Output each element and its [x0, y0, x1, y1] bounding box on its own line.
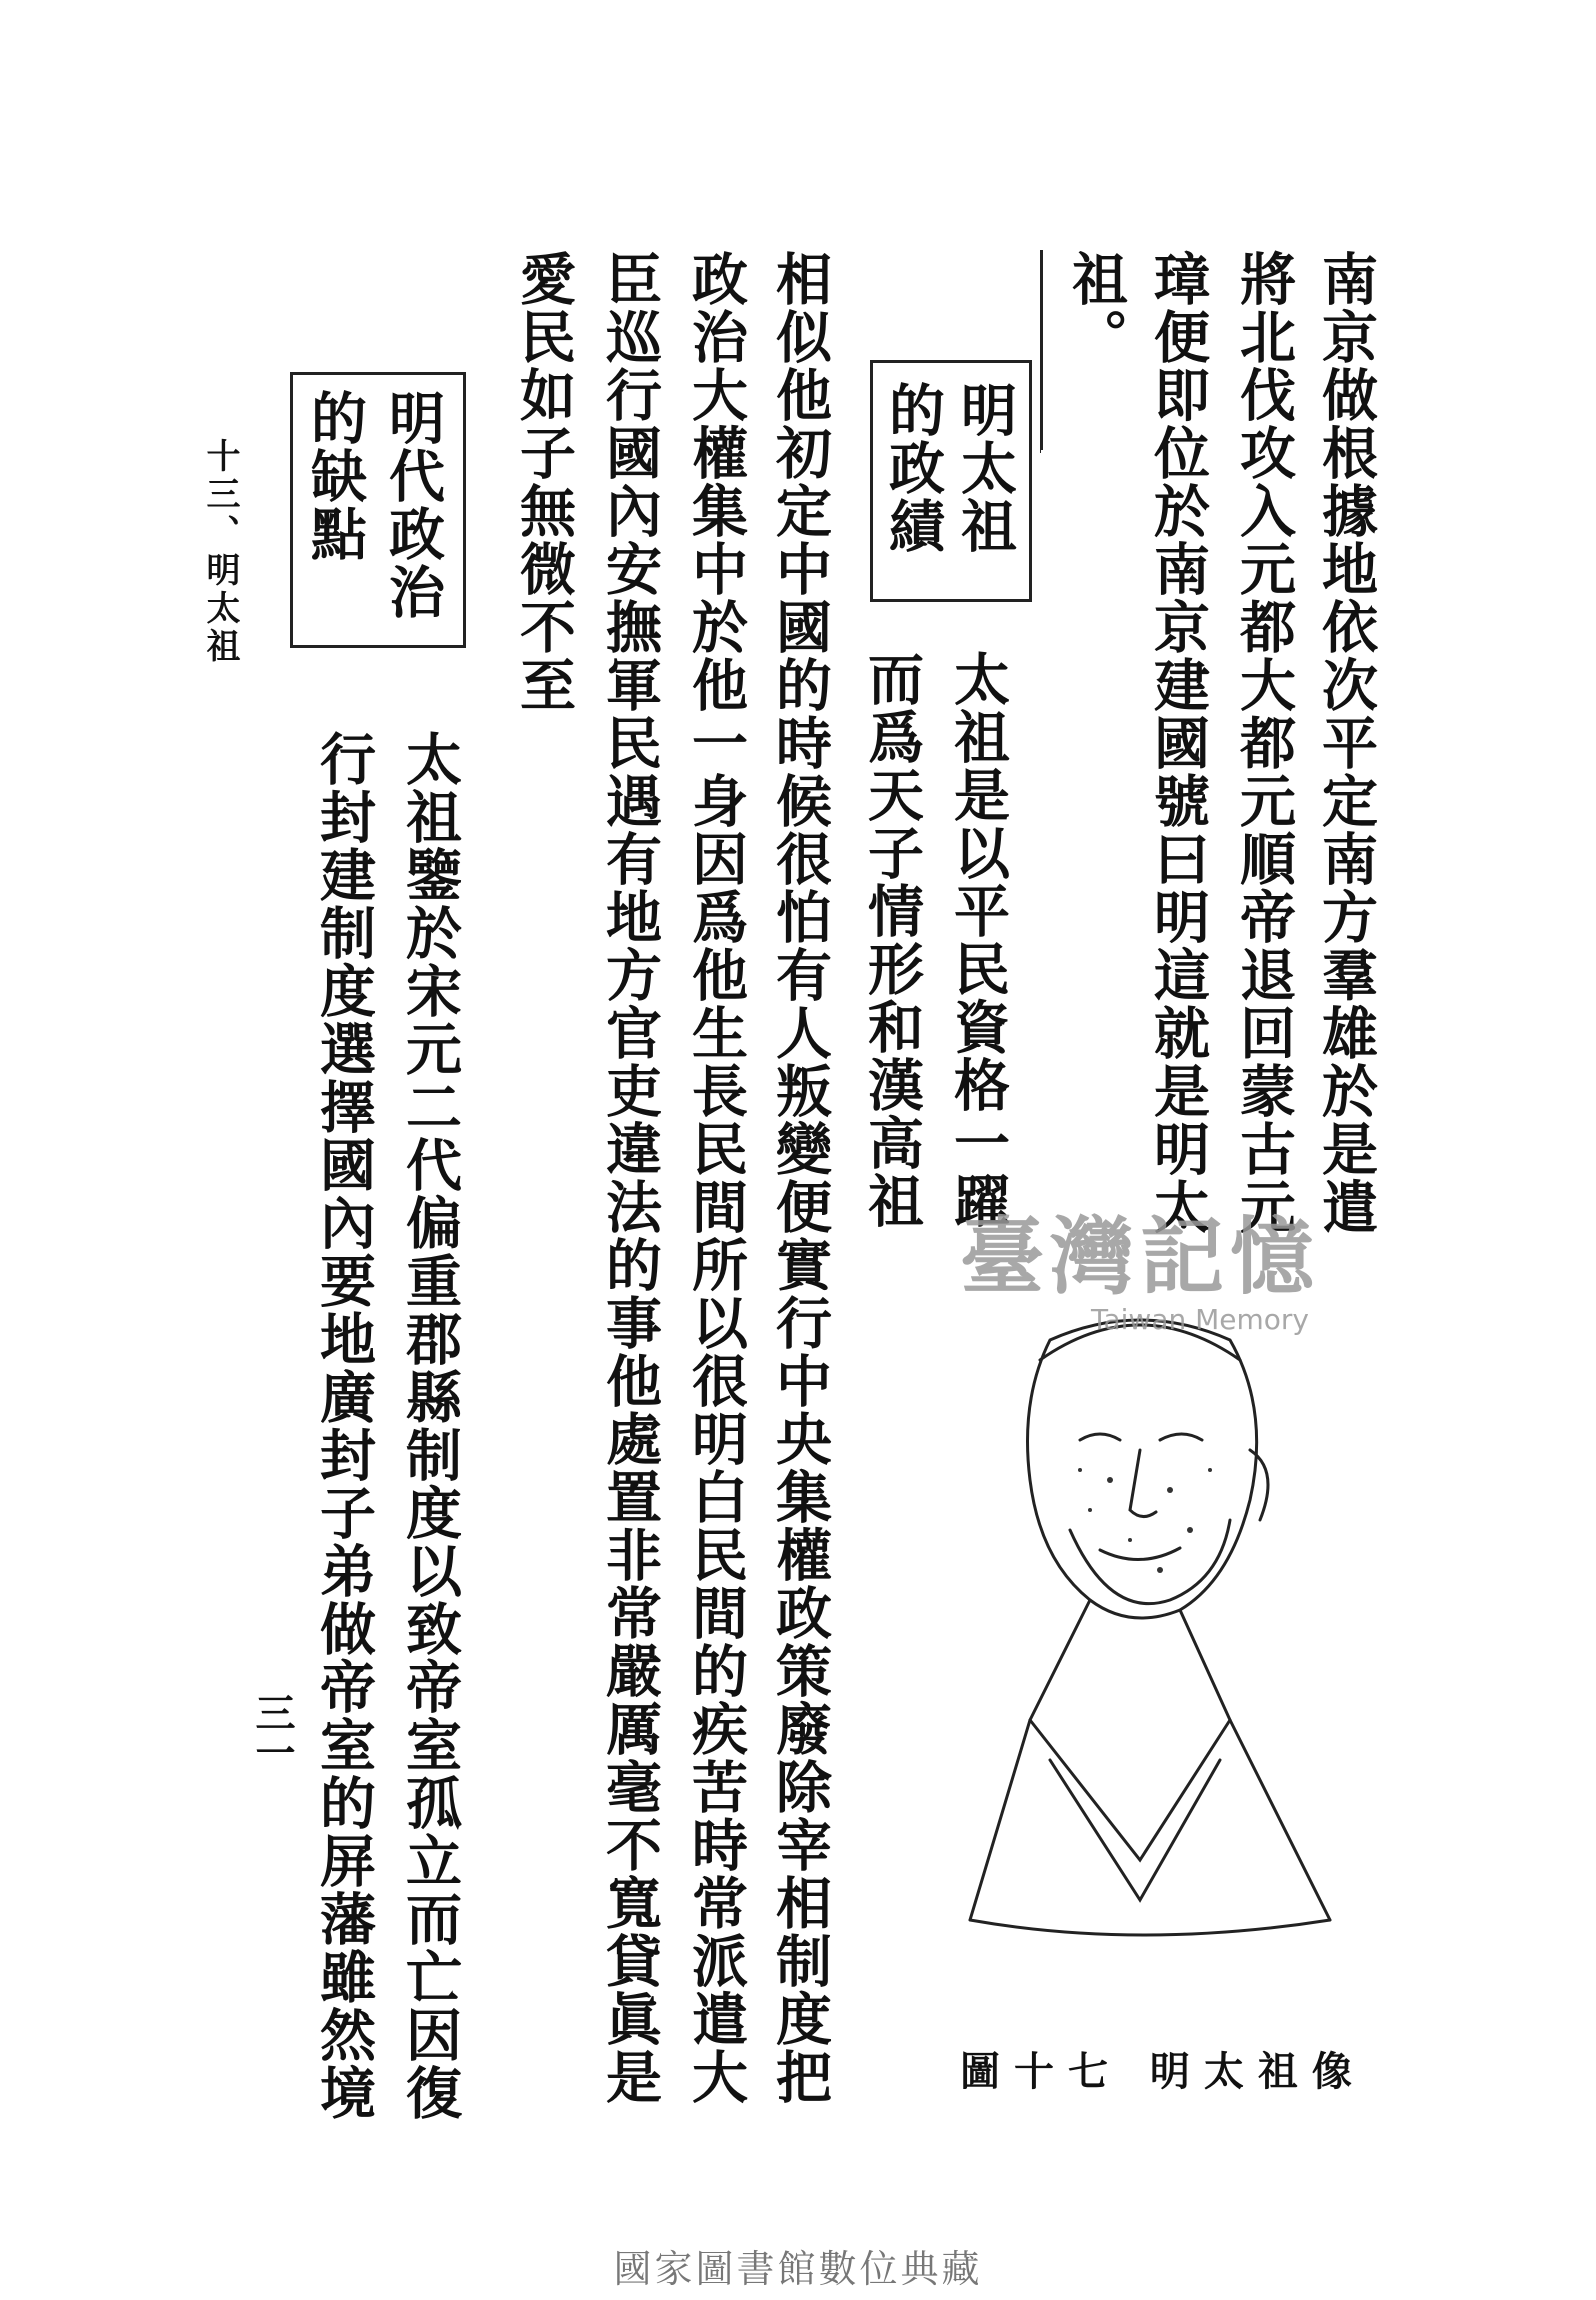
body-column-8: 政治大權集中於他一身因爲他生長民間所以很明白民間的疾苦時常派遣大 — [683, 250, 749, 2106]
portrait-eye — [1080, 1434, 1120, 1440]
portrait-robe — [1050, 1760, 1220, 1900]
portrait-collar — [970, 1600, 1090, 1920]
body-column-9: 臣巡行國內安撫軍民遇有地方官吏違法的事他處置非常嚴厲毫不寬貸眞是 — [597, 250, 663, 2106]
body-column-11: 太祖鑒於宋元二代偏重郡縣制度以致帝室孤立而亡因復 — [397, 730, 463, 2122]
portrait-jaw — [1070, 1520, 1230, 1604]
watermark-english: Taiwan Memory — [1091, 1303, 1309, 1336]
body-column-5: 太祖是以平民資格一躍 — [945, 650, 1011, 1230]
body-column-6: 而爲天子情形和漢高祖 — [859, 650, 925, 1230]
portrait-nose — [1130, 1450, 1156, 1517]
footer-credit: 國家圖書館數位典藏 — [613, 2247, 983, 2291]
page-number: 三一 — [249, 1692, 296, 1772]
figure-caption: 圖十七 明太祖像 — [960, 2048, 1366, 2095]
portrait-mouth — [1100, 1548, 1180, 1560]
bracket-line — [1040, 250, 1043, 450]
portrait-illustration — [930, 1300, 1350, 1960]
side-note-box — [870, 360, 1032, 602]
side-note-box — [290, 372, 466, 648]
portrait-robe — [970, 1920, 1330, 1935]
body-column-2: 將北伐攻入元都大都元順帝退回蒙古元 — [1231, 250, 1297, 1236]
body-column-4: 祖。 — [1063, 250, 1129, 366]
side-note-line: 明太祖 — [952, 381, 1018, 555]
body-column-1: 南京做根據地依次平定南方羣雄於是遣 — [1313, 250, 1379, 1236]
body-column-7: 相似他初定中國的時候很怕有人叛變便實行中央集權政策廢除宰相制度把 — [767, 250, 833, 2106]
body-column-12: 行封建制度選擇國內要地廣封子弟做帝室的屏藩雖然境 — [311, 730, 377, 2122]
portrait-head — [1028, 1320, 1257, 1618]
watermark-chinese: 臺灣記憶 — [960, 1207, 1321, 1306]
side-note-line: 的政績 — [880, 381, 946, 555]
portrait-robe — [1030, 1720, 1230, 1860]
bracket-line — [1040, 450, 1041, 453]
watermark — [960, 1190, 1320, 1336]
side-note-line: 的缺點 — [302, 389, 368, 563]
side-note-line: 明代政治 — [380, 389, 446, 621]
body-column-10: 愛民如子無微不至 — [511, 250, 577, 714]
portrait-eye — [1160, 1434, 1202, 1440]
running-title: 十三、明太祖 — [200, 438, 240, 666]
body-column-3: 璋便即位於南京建國號曰明這就是明太 — [1145, 250, 1211, 1236]
